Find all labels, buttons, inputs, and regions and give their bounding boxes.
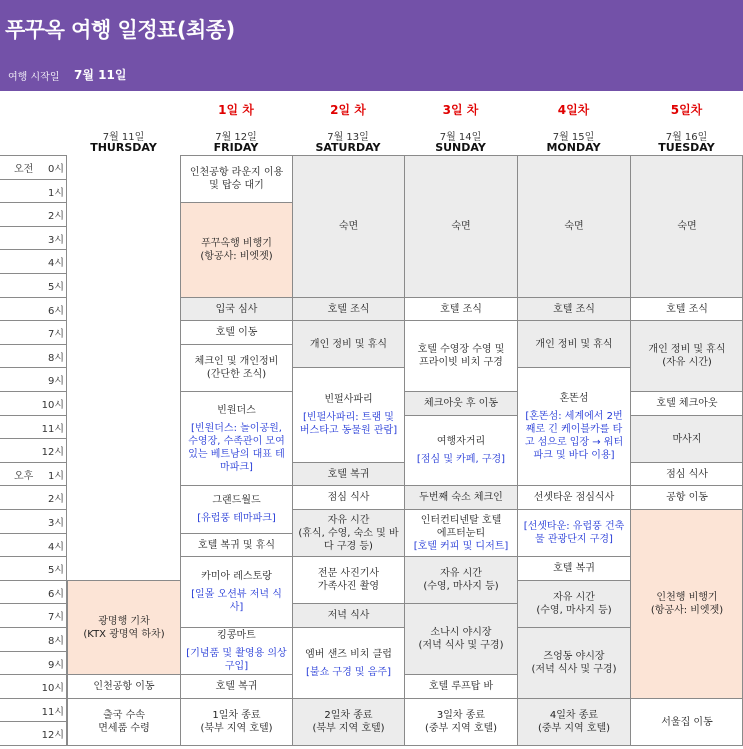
time-row-divider — [0, 745, 67, 746]
event-title: 1일차 종료 — [212, 710, 261, 721]
event-title: 혼똔섬 — [559, 392, 589, 404]
schedule-event[interactable] — [404, 485, 518, 510]
event-note: [일몰 오션뷰 저녁 식사] — [191, 589, 282, 613]
schedule-event[interactable] — [630, 297, 743, 321]
schedule-event[interactable] — [180, 556, 293, 628]
event-title: 2일차 종료 — [324, 710, 373, 721]
schedule-grid — [0, 155, 743, 749]
time-row-divider — [0, 721, 67, 722]
time-row-divider — [0, 438, 67, 439]
event-title: 호텔 조식 — [327, 303, 370, 315]
schedule-event[interactable] — [630, 155, 743, 298]
schedule-event[interactable] — [404, 698, 518, 746]
schedule-event[interactable] — [517, 509, 631, 557]
schedule-event[interactable] — [67, 674, 181, 699]
time-hour-label: 2시 — [47, 211, 64, 223]
day-date-label: 7월 12일 — [215, 132, 257, 143]
time-row-divider — [0, 391, 67, 392]
time-hour-label: 3시 — [47, 234, 64, 246]
schedule-event[interactable] — [292, 320, 405, 368]
event-title: 숙면 — [677, 221, 697, 232]
time-hour-label: 8시 — [47, 352, 64, 364]
day-weekday-label: SATURDAY — [315, 141, 381, 154]
event-title: 개인 정비 및 휴식 — [535, 338, 613, 350]
schedule-event[interactable] — [517, 297, 631, 321]
time-hour-label: 0시 — [47, 164, 64, 175]
schedule-event[interactable] — [517, 320, 631, 368]
schedule-event[interactable] — [404, 155, 518, 298]
schedule-event[interactable] — [292, 509, 405, 557]
day-date-label: 7월 14일 — [439, 132, 482, 143]
day-weekday-label: SUNDAY — [435, 141, 486, 154]
event-note: [기념품 및 촬영용 의상 구입] — [186, 648, 287, 672]
event-title: 자유 시간 — [327, 514, 370, 526]
event-title: 공항 이동 — [666, 492, 708, 503]
time-row-divider — [0, 674, 67, 675]
schedule-event[interactable] — [517, 698, 631, 746]
schedule-event[interactable] — [517, 580, 631, 628]
time-row-divider — [0, 155, 67, 156]
event-subtitle: (중부 지역 호텔) — [537, 723, 611, 734]
event-title: 호텔 조식 — [666, 303, 708, 315]
event-title: 두번째 숙소 체크인 — [419, 492, 503, 503]
schedule-event[interactable] — [180, 627, 293, 675]
time-row-divider — [0, 415, 67, 416]
event-subtitle: (수영, 마사지 등) — [423, 581, 499, 592]
time-row-divider — [0, 179, 67, 180]
event-title: 4일차 종료 — [549, 710, 599, 721]
event-title: 광명행 기차 — [98, 615, 150, 627]
event-title: 개인 정비 및 휴식 — [309, 338, 388, 350]
event-title: 호텔 복귀 — [215, 681, 258, 692]
schedule-event[interactable] — [517, 485, 631, 510]
event-subtitle: (중부 지역 호텔) — [424, 723, 498, 734]
day-number-label: 2일 차 — [330, 103, 366, 117]
header-bar — [0, 0, 743, 91]
schedule-event[interactable] — [517, 155, 631, 298]
event-title: 전문 사진기사 — [317, 568, 380, 579]
event-title: 자유 시간 — [553, 592, 595, 603]
day-weekday-label: THURSDAY — [90, 141, 157, 154]
schedule-event[interactable] — [630, 415, 743, 463]
event-title: 킹콩마트 — [217, 630, 256, 641]
event-note: [유럽풍 테마파크] — [197, 513, 276, 524]
schedule-event[interactable] — [292, 627, 405, 699]
event-title: 인터컨티넨탈 호텔 — [420, 514, 502, 526]
event-note: [호텔 커피 및 디저트] — [413, 540, 509, 552]
schedule-event[interactable] — [180, 297, 293, 321]
event-title: 개인 정비 및 휴식 — [648, 344, 726, 355]
time-hour-label: 12시 — [41, 447, 64, 459]
event-title: 소나시 야시장 — [430, 627, 492, 638]
time-hour-label: 10시 — [41, 683, 64, 695]
event-title: 푸꾸옥행 비행기 — [201, 238, 272, 249]
event-subtitle: 프라이빗 비치 구경 — [419, 357, 503, 368]
event-subtitle: (간단한 조식) — [206, 369, 267, 380]
event-subtitle: (휴식, 수영, 숙소 및 바다 구경 등) — [298, 527, 399, 552]
event-subtitle: (수영, 마사지 등) — [536, 605, 612, 616]
time-hour-label: 5시 — [47, 282, 64, 293]
event-title: 서울집 이동 — [661, 716, 713, 728]
day-number-label: 1일 차 — [218, 103, 254, 117]
schedule-event[interactable] — [517, 627, 631, 699]
schedule-event[interactable] — [404, 674, 518, 699]
schedule-event[interactable] — [292, 603, 405, 628]
empty-cell-area — [67, 155, 180, 580]
event-subtitle: 면세품 수령 — [98, 723, 150, 734]
time-row-divider — [0, 627, 67, 628]
time-row-divider — [0, 320, 67, 321]
schedule-event[interactable] — [292, 485, 405, 510]
event-subtitle: 가족사진 촬영 — [317, 581, 380, 592]
start-date-label: 여행 시작일 — [8, 72, 60, 83]
time-ampm-label: 오후 — [14, 470, 34, 482]
event-note: [불쇼 구경 및 음주] — [306, 666, 391, 678]
day-number-label: 5일차 — [670, 103, 703, 117]
time-hour-label: 1시 — [47, 470, 64, 482]
schedule-event[interactable] — [180, 155, 293, 203]
event-title: 카미아 레스토랑 — [201, 571, 272, 582]
event-title: 엠버 샌즈 비치 클럽 — [305, 648, 392, 660]
event-title: 저녁 식사 — [327, 610, 370, 621]
time-hour-label: 8시 — [47, 636, 64, 647]
schedule-event[interactable] — [180, 485, 293, 534]
time-row-divider — [0, 603, 67, 604]
event-subtitle: (북부 지역 호텔) — [312, 723, 385, 734]
time-row-divider — [0, 297, 67, 298]
event-title: 점심 식사 — [327, 492, 370, 503]
event-title: 3일차 종료 — [436, 710, 486, 721]
time-hour-label: 11시 — [41, 423, 64, 435]
schedule-event[interactable] — [517, 556, 631, 581]
event-note: [점심 및 카페, 구경] — [416, 454, 506, 465]
time-row-divider — [0, 462, 67, 463]
time-row-divider — [0, 651, 67, 652]
time-hour-label: 10시 — [41, 400, 64, 411]
day-date-label: 7월 16일 — [665, 132, 708, 143]
schedule-event[interactable] — [180, 202, 293, 298]
schedule-event[interactable] — [180, 698, 293, 746]
day-date-label: 7월 13일 — [327, 132, 369, 143]
event-title: 인천공항 이동 — [93, 681, 155, 692]
event-subtitle: (저녁 식사 및 구경) — [531, 664, 617, 675]
schedule-event[interactable] — [404, 297, 518, 321]
event-subtitle: (자유 시간) — [662, 357, 712, 368]
event-subtitle: 및 탑승 대기 — [209, 180, 264, 191]
event-title: 호텔 루프탑 바 — [428, 681, 494, 692]
time-hour-label: 3시 — [47, 518, 64, 529]
event-title: 호텔 조식 — [553, 303, 595, 315]
start-date-value: 7월 11일 — [74, 68, 127, 82]
time-hour-label: 4시 — [47, 541, 64, 553]
event-title: 호텔 이동 — [215, 327, 258, 338]
schedule-event[interactable] — [404, 556, 518, 604]
event-title: 숙면 — [564, 221, 584, 232]
time-row-divider — [0, 556, 67, 557]
time-hour-label: 12시 — [41, 730, 64, 742]
time-hour-label: 9시 — [47, 659, 64, 671]
time-hour-label: 6시 — [47, 588, 64, 600]
event-title: 빈원더스 — [217, 404, 256, 416]
schedule-event[interactable] — [517, 367, 631, 486]
event-title: 인천공항 라운지 이용 — [189, 167, 284, 178]
day-date-label: 7월 15일 — [552, 132, 595, 143]
day-weekday-label: MONDAY — [546, 141, 601, 154]
event-subtitle: (저녁 식사 및 구경) — [418, 640, 504, 651]
schedule-event[interactable] — [404, 509, 518, 557]
time-hour-label: 5시 — [47, 565, 64, 577]
schedule-event[interactable] — [67, 580, 181, 675]
event-title: 점심 식사 — [666, 468, 708, 480]
time-row-divider — [0, 273, 67, 274]
time-row-divider — [0, 580, 67, 581]
event-subtitle: (항공사: 비엣젯) — [200, 251, 273, 262]
time-hour-label: 11시 — [41, 706, 64, 718]
event-title: 그랜드월드 — [212, 495, 261, 506]
grid-column-divider — [66, 155, 67, 745]
schedule-event[interactable] — [180, 344, 293, 392]
schedule-event[interactable] — [292, 155, 405, 298]
schedule-event[interactable] — [404, 391, 518, 416]
schedule-event[interactable] — [292, 698, 405, 746]
time-hour-label: 9시 — [47, 376, 64, 388]
event-title: 호텔 복귀 — [553, 563, 595, 574]
schedule-event[interactable] — [180, 533, 293, 557]
event-title: 체크아웃 후 이동 — [424, 398, 498, 409]
event-title: 즈엉동 야시장 — [543, 651, 605, 662]
event-title: 숙면 — [451, 221, 471, 232]
event-title: 호텔 조식 — [440, 303, 482, 315]
time-hour-label: 7시 — [47, 612, 64, 624]
event-title: 호텔 체크아웃 — [656, 398, 718, 409]
time-ampm-label: 오전 — [14, 164, 34, 175]
time-hour-label: 6시 — [47, 305, 64, 317]
schedule-event[interactable] — [630, 391, 743, 416]
time-row-divider — [0, 226, 67, 227]
event-title: 호텔 복귀 및 휴식 — [197, 539, 276, 551]
event-title: 빈펄사파리 — [324, 394, 373, 405]
time-hour-label: 7시 — [47, 329, 64, 341]
schedule-event[interactable] — [630, 320, 743, 392]
event-title: 호텔 수영장 수영 및 — [417, 344, 505, 355]
schedule-event[interactable] — [630, 485, 743, 510]
page-title: 푸꾸옥 여행 일정표(최종) — [5, 18, 235, 42]
schedule-event[interactable] — [292, 556, 405, 604]
time-row-divider — [0, 509, 67, 510]
time-hour-label: 4시 — [47, 258, 64, 270]
day-weekday-label: TUESDAY — [658, 141, 715, 154]
time-row-divider — [0, 367, 67, 368]
event-title: 체크인 및 개인정비 — [194, 356, 279, 367]
schedule-event[interactable] — [180, 320, 293, 345]
schedule-event[interactable] — [404, 415, 518, 486]
event-subtitle: 에프터눈티 — [436, 527, 486, 539]
event-title: 출국 수속 — [103, 710, 145, 721]
schedule-event[interactable] — [292, 462, 405, 486]
event-subtitle: (KTX 광명역 하차) — [83, 628, 165, 640]
schedule-event[interactable] — [404, 320, 518, 392]
event-subtitle: (항공사: 비엣젯) — [650, 605, 724, 616]
time-hour-label: 1시 — [47, 187, 64, 199]
event-note: [혼똔섬: 세계에서 2번째로 긴 케이블카를 타고 섬으로 입장 → 워터파크 및 바다 이용] — [524, 410, 624, 461]
schedule-event[interactable] — [630, 462, 743, 486]
time-row-divider — [0, 485, 67, 486]
event-note: [빈펄사파리: 트램 및 버스타고 동물원 관람] — [299, 412, 398, 436]
time-row-divider — [0, 249, 67, 250]
day-weekday-label: FRIDAY — [213, 141, 259, 154]
time-row-divider — [0, 344, 67, 345]
day-number-label: 3일 차 — [442, 103, 479, 117]
time-row-divider — [0, 698, 67, 699]
event-title: 여행자거리 — [436, 436, 486, 447]
event-title: 숙면 — [338, 221, 359, 232]
schedule-event[interactable] — [630, 509, 743, 699]
schedule-event[interactable] — [180, 674, 293, 699]
event-title: 인천행 비행기 — [656, 592, 718, 603]
time-row-divider — [0, 202, 67, 203]
event-title: 호텔 복귀 — [327, 468, 370, 480]
schedule-event[interactable] — [67, 698, 181, 746]
schedule-event[interactable] — [292, 297, 405, 321]
event-title: 선셋타운 점심식사 — [533, 492, 615, 503]
day-date-label: 7월 11일 — [102, 132, 145, 143]
event-title: 마사지 — [672, 433, 702, 445]
time-row-divider — [0, 533, 67, 534]
schedule-event[interactable] — [292, 367, 405, 463]
event-title: 자유 시간 — [440, 568, 482, 579]
day-number-label: 4일차 — [557, 103, 590, 117]
schedule-event[interactable] — [630, 698, 743, 746]
schedule-event[interactable] — [180, 391, 293, 486]
event-note: [선셋타운: 유럽풍 건축물 관광단지 구경] — [523, 521, 625, 545]
schedule-event[interactable] — [404, 603, 518, 675]
event-title: 입국 심사 — [215, 303, 258, 315]
event-subtitle: (북부 지역 호텔) — [200, 723, 273, 734]
event-note: [빈원더스: 놀이공원, 수영장, 수족관이 모여있는 베트남의 대표 테마파크] — [188, 422, 285, 473]
time-hour-label: 2시 — [47, 494, 64, 506]
